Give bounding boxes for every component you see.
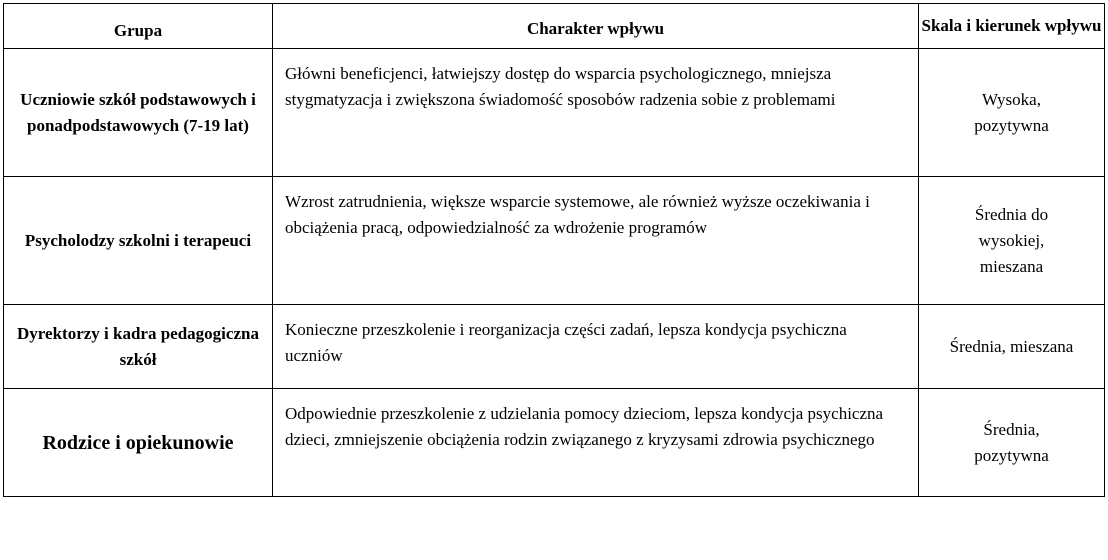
header-group: Grupa	[4, 4, 273, 49]
row-scale-cell: Średnia, pozytywna	[919, 389, 1105, 497]
table-row	[4, 389, 1105, 497]
row-scale-cell: Średnia do wysokiej, mieszana	[919, 177, 1105, 305]
impact-table	[3, 3, 1105, 497]
row-group-cell: Dyrektorzy i kadra pedagogiczna szkół	[4, 305, 273, 389]
header-row	[4, 4, 1105, 49]
header-effect: Charakter wpływu	[273, 4, 919, 49]
row-effect-cell: Wzrost zatrudnienia, większe wsparcie systemowe, ale również wyższe oczekiwania i obciążenia pracą, odpowiedzialność za wdrożenie programów	[273, 177, 919, 305]
header-scale: Skala i kierunek wpływu	[919, 4, 1105, 49]
table-row	[4, 177, 1105, 305]
table-row	[4, 49, 1105, 177]
table-row	[4, 305, 1105, 389]
row-effect-cell: Główni beneficjenci, łatwiejszy dostęp do wsparcia psychologicznego, mniejsza stygmatyzacja i zwiększona świadomość sposobów radzenia sobie z problemami	[273, 49, 919, 177]
row-group-cell: Uczniowie szkół podstawowych i ponadpodstawowych (7-19 lat)	[4, 49, 273, 177]
row-effect-cell: Odpowiednie przeszkolenie z udzielania pomocy dzieciom, lepsza kondycja psychiczna dzieci, zmniejszenie obciążenia rodzin związanego z kryzysami zdrowia psychicznego	[273, 389, 919, 497]
row-group-cell: Rodzice i opiekunowie	[4, 389, 273, 497]
row-effect-cell: Konieczne przeszkolenie i reorganizacja części zadań, lepsza kondycja psychiczna uczniów	[273, 305, 919, 389]
row-group-cell: Psycholodzy szkolni i terapeuci	[4, 177, 273, 305]
row-scale-cell: Średnia, mieszana	[919, 305, 1105, 389]
row-scale-cell: Wysoka, pozytywna	[919, 49, 1105, 177]
